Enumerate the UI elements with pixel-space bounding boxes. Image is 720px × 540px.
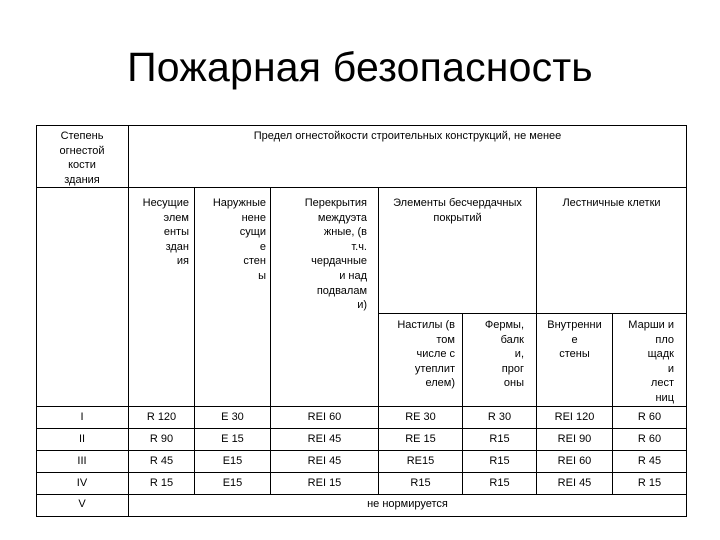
value-cell: R15 (410, 477, 431, 489)
value-cell: REI 45 (557, 477, 592, 489)
value-cell: R15 (489, 433, 510, 445)
value-cell: REI 45 (307, 433, 342, 445)
value-cell: E15 (222, 455, 243, 467)
value-cell: R 30 (487, 411, 512, 423)
table-border-right (686, 125, 687, 517)
value-cell: R 15 (149, 477, 174, 489)
value-cell: R 60 (637, 433, 662, 445)
header-inner-walls: Внутренни е стены (547, 319, 602, 361)
value-cell: R15 (489, 477, 510, 489)
value-cell: R 90 (149, 433, 174, 445)
table-border-bottom (36, 516, 687, 517)
header-flights: Марши и пло щадк и лест ниц (628, 319, 674, 404)
table-border-top (36, 125, 687, 126)
table-row-divider (36, 428, 687, 429)
value-cell: E 30 (221, 411, 244, 423)
value-cell: REI 15 (307, 477, 342, 489)
value-cell: REI 60 (307, 411, 342, 423)
value-cell: R 15 (637, 477, 662, 489)
value-cell: REI 60 (557, 455, 592, 467)
page-title: Пожарная безопасность (127, 44, 593, 90)
header-load-bearing: Несущие элем енты здан ия (142, 197, 189, 268)
header-external-walls: Наружные нене сущи е стен ы (212, 197, 266, 282)
table-row-divider (36, 450, 687, 451)
value-cell: REI 120 (554, 411, 595, 423)
degree-cell: IV (76, 477, 88, 489)
header-fire-resistance-degree: Степень огнестой кости здания (59, 130, 105, 186)
table-header-divider (36, 187, 687, 188)
not-regulated-cell: не нормируется (367, 498, 448, 510)
value-cell: REI 45 (307, 455, 342, 467)
value-cell: R 60 (637, 411, 662, 423)
table-row-divider (36, 406, 687, 407)
value-cell: R 45 (637, 455, 662, 467)
header-stairwells: Лестничные клетки (562, 197, 661, 209)
value-cell: R15 (489, 455, 510, 467)
value-cell: E15 (222, 477, 243, 489)
value-cell: RE 30 (405, 411, 436, 423)
value-cell: RE15 (406, 455, 435, 467)
value-cell: RE 15 (405, 433, 436, 445)
header-fire-resistance-limit: Предел огнестойкости строительных конструкций, не менее (253, 130, 562, 142)
degree-cell: I (80, 411, 84, 423)
table-row-divider (36, 494, 687, 495)
value-cell: R 45 (149, 455, 174, 467)
value-cell: R 120 (146, 411, 177, 423)
value-cell: E 15 (221, 433, 244, 445)
degree-cell: II (78, 433, 86, 445)
header-floors: Перекрытия междуэта жные, (в т.ч. чердачные и над подвалам и) (304, 197, 367, 312)
header-trusses: Фермы, балк и, прог оны (484, 319, 524, 390)
header-roof-elements: Элементы бесчердачных покрытий (393, 197, 522, 224)
value-cell: REI 90 (557, 433, 592, 445)
table-subheader-divider (378, 313, 687, 314)
table-row-divider (36, 472, 687, 473)
degree-cell: V (78, 498, 86, 510)
degree-cell: III (77, 455, 87, 467)
header-decking: Настилы (в том числе с утеплит елем) (397, 319, 455, 390)
